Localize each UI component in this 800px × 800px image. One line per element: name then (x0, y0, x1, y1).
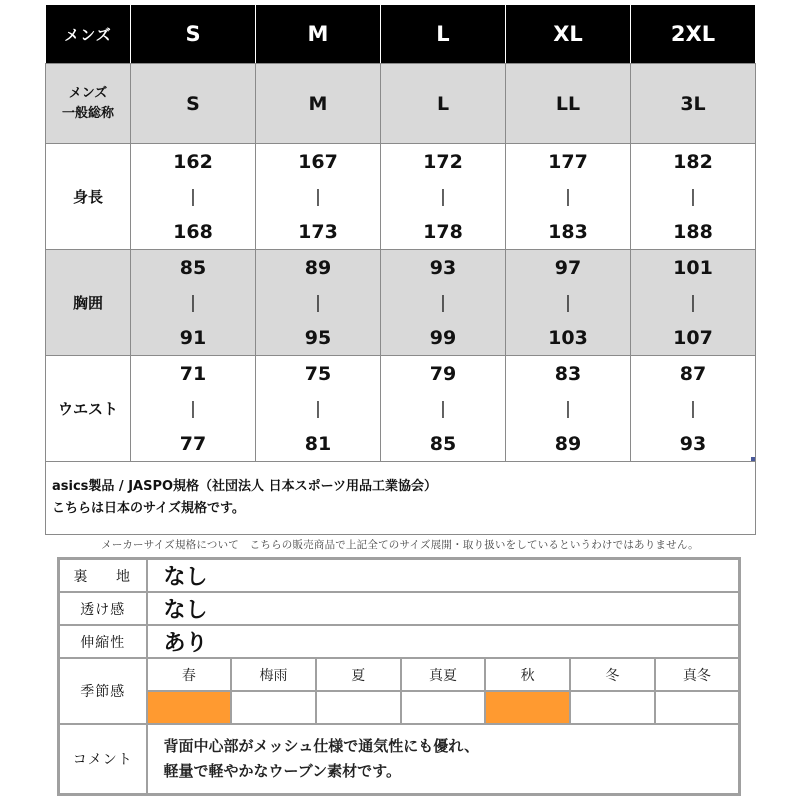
lining-row (59, 559, 740, 593)
range-cell: 162 | 168 (131, 144, 256, 250)
general-name-cell: LL (506, 64, 631, 144)
waist-label: ウエスト (46, 356, 131, 462)
season-indicator-rainy (231, 691, 316, 724)
note-line-1: asics製品 / JASPO規格（社団法人 日本スポーツ用品工業協会） (52, 479, 438, 494)
general-name-cell: 3L (631, 64, 756, 144)
transparency-value: なし (147, 592, 740, 625)
lining-label: 裏 地 (59, 559, 147, 593)
resize-handle-icon (751, 457, 755, 461)
season-autumn: 秋 (485, 658, 570, 691)
range-cell: 97 | 103 (506, 250, 631, 356)
chest-row (46, 250, 756, 356)
general-name-cell: M (256, 64, 381, 144)
stretch-label: 伸縮性 (59, 625, 147, 658)
note-line-2: こちらは日本のサイズ規格です。 (52, 501, 245, 516)
season-header-row (59, 658, 740, 691)
range-cell: 177 | 183 (506, 144, 631, 250)
season-midsummer: 真夏 (401, 658, 486, 691)
range-cell: 79 | 85 (381, 356, 506, 462)
range-cell: 75 | 81 (256, 356, 381, 462)
range-cell: 101 | 107 (631, 250, 756, 356)
transparency-row (59, 592, 740, 625)
season-label: 季節感 (59, 658, 147, 724)
material-properties-table (57, 557, 741, 796)
season-midwinter: 真冬 (655, 658, 740, 691)
range-cell: 167 | 173 (256, 144, 381, 250)
season-indicator-summer (316, 691, 401, 724)
comment-text: 背面中心部がメッシュ仕様で通気性にも優れ、 軽量で軽やかなウーブン素材です。 (147, 724, 740, 794)
maker-size-disclaimer: メーカーサイズ規格について こちらの販売商品で上記全てのサイズ展開・取り扱いをしているというわけではありません。 (101, 539, 699, 551)
season-indicator-winter (570, 691, 655, 724)
lining-value: なし (147, 559, 740, 593)
range-cell: 182 | 188 (631, 144, 756, 250)
waist-row (46, 356, 756, 462)
season-indicator-midwinter (655, 691, 740, 724)
range-cell: 83 | 89 (506, 356, 631, 462)
general-name-label: メンズ 一般総称 (46, 64, 131, 144)
size-col-m: M (256, 5, 381, 64)
comment-label: コメント (59, 724, 147, 794)
height-label: 身長 (46, 144, 131, 250)
season-indicator-midsummer (401, 691, 486, 724)
season-winter: 冬 (570, 658, 655, 691)
season-indicator-spring (147, 691, 232, 724)
general-name-cell: L (381, 64, 506, 144)
size-col-l: L (381, 5, 506, 64)
height-row (46, 144, 756, 250)
season-spring: 春 (147, 658, 232, 691)
range-cell: 87 | 93 (631, 356, 756, 462)
comment-row (59, 724, 740, 794)
range-cell: 89 | 95 (256, 250, 381, 356)
season-summer: 夏 (316, 658, 401, 691)
size-col-s: S (131, 5, 256, 64)
header-label: メンズ (46, 5, 131, 64)
size-standard-note (45, 462, 756, 535)
season-indicator-autumn (485, 691, 570, 724)
general-name-cell: S (131, 64, 256, 144)
size-col-2xl: 2XL (631, 5, 756, 64)
size-header-row (46, 5, 756, 64)
stretch-row (59, 625, 740, 658)
range-cell: 85 | 91 (131, 250, 256, 356)
size-col-xl: XL (506, 5, 631, 64)
range-cell: 172 | 178 (381, 144, 506, 250)
stretch-value: あり (147, 625, 740, 658)
chest-label: 胸囲 (46, 250, 131, 356)
size-chart-table (45, 4, 756, 462)
general-name-row (46, 64, 756, 144)
transparency-label: 透け感 (59, 592, 147, 625)
range-cell: 93 | 99 (381, 250, 506, 356)
range-cell: 71 | 77 (131, 356, 256, 462)
season-rainy: 梅雨 (231, 658, 316, 691)
season-indicator-row (59, 691, 740, 724)
